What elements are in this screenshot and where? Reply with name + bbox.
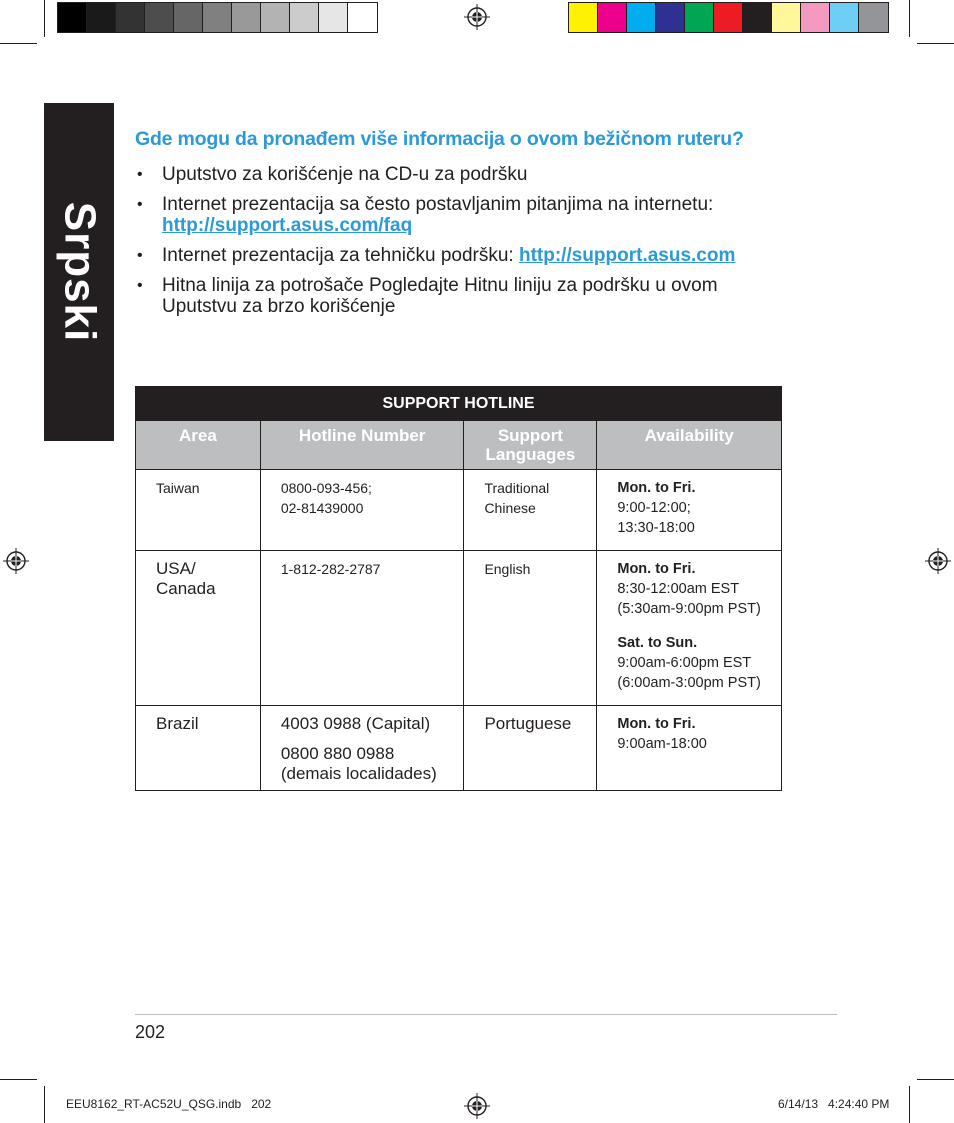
bullet-text: Uputstvo za korišćenje na CD-u za podršku bbox=[162, 164, 528, 185]
registration-mark-icon bbox=[3, 548, 29, 574]
support-link[interactable]: http://support.asus.com bbox=[518, 245, 736, 266]
grayscale-swatch-bar bbox=[57, 2, 378, 33]
color-swatch bbox=[319, 3, 348, 32]
bullet-text: Internet prezentacija za tehničku podršku: bbox=[162, 245, 519, 266]
color-swatch bbox=[627, 3, 656, 32]
hotline-number: 02-81439000 bbox=[280, 500, 364, 516]
hotline-number: 0800-093-456; bbox=[280, 480, 372, 496]
color-swatch bbox=[743, 3, 772, 32]
table-row bbox=[136, 706, 782, 791]
availability-hours: 9:00am-18:00 bbox=[617, 736, 707, 752]
crop-mark bbox=[909, 1086, 910, 1123]
column-header-availability: Availability bbox=[597, 421, 782, 470]
column-header-area: Area bbox=[136, 421, 261, 470]
color-swatch bbox=[174, 3, 203, 32]
section-heading: Gde mogu da pronađem više informacija o ovom bežičnom ruteru? bbox=[135, 128, 744, 150]
language-cell: English bbox=[464, 551, 597, 706]
table-row bbox=[136, 470, 782, 551]
availability-days: Mon. to Fri. bbox=[617, 480, 696, 496]
availability-cell bbox=[597, 470, 782, 551]
crop-mark bbox=[917, 43, 954, 44]
footer-divider bbox=[135, 1014, 837, 1015]
availability-cell bbox=[597, 551, 782, 706]
crop-mark bbox=[917, 1079, 954, 1080]
color-swatch bbox=[772, 3, 801, 32]
language-cell: Traditional Chinese bbox=[464, 470, 597, 551]
crop-mark bbox=[0, 43, 37, 44]
crop-mark bbox=[909, 0, 910, 37]
availability-days: Sat. to Sun. bbox=[617, 635, 698, 651]
crop-mark bbox=[44, 1086, 45, 1123]
color-swatch bbox=[801, 3, 830, 32]
hotline-number: 0800 880 0988 (demais localidades) bbox=[280, 744, 437, 783]
faq-link[interactable]: http://support.asus.com/faq bbox=[162, 215, 413, 236]
color-swatch bbox=[830, 3, 859, 32]
bullet-item bbox=[135, 194, 795, 236]
language-cell: Portuguese bbox=[464, 706, 597, 791]
color-swatch bbox=[714, 3, 743, 32]
color-swatch bbox=[87, 3, 116, 32]
crop-mark bbox=[0, 1079, 37, 1080]
hotline-number: 1-812-282-2787 bbox=[280, 561, 381, 577]
hotline-cell bbox=[260, 470, 464, 551]
color-swatch-bar bbox=[568, 2, 889, 33]
color-swatch bbox=[261, 3, 290, 32]
color-swatch bbox=[656, 3, 685, 32]
availability-hours: 8:30-12:00am EST (5:30am-9:00pm PST) bbox=[617, 581, 761, 617]
availability-hours: 9:00-12:00; 13:30-18:00 bbox=[617, 500, 695, 536]
print-slug-timestamp: 6/14/13 4:24:40 PM bbox=[778, 1097, 890, 1111]
availability-cell bbox=[597, 706, 782, 791]
color-swatch bbox=[58, 3, 87, 32]
registration-mark-icon bbox=[925, 548, 951, 574]
color-swatch bbox=[290, 3, 319, 32]
color-swatch bbox=[203, 3, 232, 32]
table-title: SUPPORT HOTLINE bbox=[136, 387, 782, 421]
bullet-item bbox=[135, 275, 795, 317]
area-cell: USA/ Canada bbox=[136, 551, 261, 706]
table-row bbox=[136, 551, 782, 706]
bullet-item bbox=[135, 164, 795, 185]
column-header-hotline: Hotline Number bbox=[260, 421, 464, 470]
language-side-tab-label: Srpski bbox=[55, 201, 105, 343]
availability-days: Mon. to Fri. bbox=[617, 561, 696, 577]
print-slug-filename: EEU8162_RT-AC52U_QSG.indb 202 bbox=[66, 1097, 272, 1111]
availability-days: Mon. to Fri. bbox=[617, 716, 696, 732]
column-header-languages: Support Languages bbox=[464, 421, 597, 470]
color-swatch bbox=[569, 3, 598, 32]
registration-mark-icon bbox=[464, 1093, 490, 1119]
color-swatch bbox=[598, 3, 627, 32]
crop-mark bbox=[44, 0, 45, 37]
language-side-tab-label-wrap bbox=[44, 103, 114, 441]
bullet-text: Internet prezentacija sa često postavljanim pitanjima na internetu: bbox=[162, 194, 714, 215]
availability-hours: 9:00am-6:00pm EST (6:00am-3:00pm PST) bbox=[617, 655, 761, 691]
color-swatch bbox=[859, 3, 888, 32]
hotline-cell bbox=[260, 706, 464, 791]
hotline-cell bbox=[260, 551, 464, 706]
bullet-item bbox=[135, 245, 795, 266]
page-number: 202 bbox=[135, 1022, 166, 1042]
color-swatch bbox=[232, 3, 261, 32]
info-bullet-list bbox=[135, 164, 795, 326]
color-swatch bbox=[685, 3, 714, 32]
color-swatch bbox=[116, 3, 145, 32]
registration-mark-icon bbox=[464, 4, 490, 30]
color-swatch bbox=[348, 3, 377, 32]
area-cell: Taiwan bbox=[136, 470, 261, 551]
area-cell: Brazil bbox=[136, 706, 261, 791]
bullet-text: Hitna linija za potrošače Pogledajte Hitnu liniju za podršku u ovom Uputstvu za brzo korišćenje bbox=[162, 275, 718, 317]
color-swatch bbox=[145, 3, 174, 32]
hotline-number: 4003 0988 (Capital) bbox=[280, 714, 431, 733]
support-hotline-table bbox=[135, 386, 782, 791]
